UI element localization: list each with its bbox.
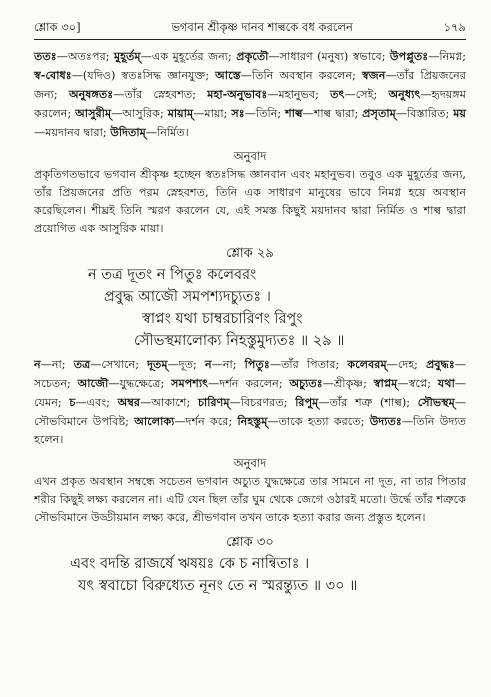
sanskrit-word: মায়াম্	[167, 106, 194, 120]
sanskrit-word: উপপ্লুতঃ	[389, 49, 429, 63]
word-meaning: —দেহ;	[386, 358, 427, 371]
word-meaning: —তাঁর পিতার;	[269, 358, 348, 371]
word-meaning: —যেমন;	[34, 377, 466, 409]
translation-heading: অনুবাদ	[233, 456, 267, 470]
word-meaning: —ময়দানব দ্বারা;	[34, 126, 111, 139]
verse-line: স্বাপ্নং যথা চাম্বরচারিণং রিপুং	[142, 311, 303, 327]
word-meaning: —তাঁর স্নেহবশত;	[113, 88, 208, 101]
translation-paragraph: এখন প্রকৃত অবস্থান সম্বন্ধে সচেতন ভগবান অচ্যুত যুদ্ধক্ষেত্রে তার সামনে না দূত, না তার পিতার শরীর কিছুই লক্ষ্য করলেন না। এটি যেন ছিল তাঁর ঘুম থেকে জেগে ওঠারই মতো। উর্দ্ধে তাঁর শত্রুকে সৌভবিমানে উড্ডীয়মান লক্ষ্য করে, শ্রীভগবান তখন তাকে হত্যা করার জন্য প্রস্তুত হলেন।	[34, 475, 466, 524]
verse-line: এবং বদন্তি রাজর্ষে ঋষয়ঃ কে চ নান্বিতাঃ ।	[70, 556, 310, 572]
verse-line: সৌভস্থমালোক্য নিহস্তুমুদ্যতঃ ॥ ২৯ ॥	[134, 333, 345, 349]
sanskrit-word: প্রকৃতৌ	[236, 49, 269, 63]
word-meaning: —তিনি;	[244, 107, 286, 120]
word-meaning: —আসুরিক;	[111, 107, 168, 120]
sanskrit-word: শাল্ব	[285, 106, 303, 120]
sanskrit-word: আসুরীম্	[75, 106, 112, 120]
sanskrit-verse	[34, 553, 466, 597]
book-page	[34, 18, 466, 600]
word-meaning: —মহানুভব;	[267, 88, 331, 101]
word-meaning: —সচেতন;	[34, 358, 466, 390]
word-meaning: —দর্শন করলেন;	[208, 377, 290, 390]
word-meaning: —সৌভবিমানে উপবিষ্ট;	[34, 396, 467, 428]
sanskrit-word: মহা-অনুভাবঃ	[207, 87, 268, 101]
word-meaning: —মায়া;	[193, 107, 232, 120]
word-meaning: —অতঃপর;	[56, 50, 114, 63]
header-chapter-title: ভগবান শ্রীকৃষ্ণ দানব শাল্বকে বধ করলেন	[171, 20, 353, 34]
sanskrit-word: স্বাপ্নম্	[373, 376, 398, 390]
translation-paragraph: প্রকৃতিগতভাবে ভগবান শ্রীকৃষ্ণ হচ্ছেন স্বতঃসিদ্ধ জ্ঞানবান এবং মহানুভব। তবুও এক মুহূর্তের জন্য, তাঁর প্রিয়জনের প্রতি পরম স্নেহবশত, তিনি এক সাধারণ মানুষের ভাবে নিমগ্ন হয়ে অবস্থান করেছিলেন। শীঘ্রই তিনি স্মরণ করলেন যে, এই সমস্ত কিছুই ময়দানব দ্বারা নির্মিত ও শাল্ব দ্বারা প্রয়োগিত এক আসুরিক মায়া।	[34, 168, 466, 235]
word-meaning: —স্বপ্নে;	[397, 377, 438, 390]
word-meaning: —তাঁর প্রিয়জনের জন্য;	[34, 69, 466, 101]
sanskrit-word: স্বজন	[361, 68, 386, 82]
word-meaning: —সেখানে;	[90, 358, 148, 371]
sanskrit-word: প্রসৃতাম্	[362, 106, 396, 120]
word-meaning: —তিনি অবস্থান করলেন;	[240, 69, 362, 82]
translation-heading: অনুবাদ	[233, 149, 267, 163]
sanskrit-word: রিপুম্	[295, 395, 319, 409]
verse-line: প্রবুদ্ধ আজৌ সমপশ্যদচ্যুতঃ ।	[104, 289, 271, 305]
sanskrit-word: ন	[204, 357, 212, 371]
sanskrit-word: কলেবরম্	[347, 357, 387, 371]
word-meaning: —এক মুহূর্তের জন্য;	[140, 50, 237, 63]
synonyms-verse-28	[34, 47, 466, 142]
verse-line: যৎ স্ববাচো বিরুধ্যেত নূনং তে ন স্মরন্ত্যুত ॥ ৩০ ॥	[78, 578, 358, 594]
word-meaning: —তিনি উদ্যত হলেন।	[34, 415, 467, 446]
word-meaning: —শাল্ব দ্বারা;	[302, 107, 363, 120]
sanskrit-word: তৎ	[330, 87, 345, 101]
verse-line: ন তত্র দূতং ন পিতুঃ কলেবরং	[88, 267, 257, 283]
verse-heading: শ্লোক ৩০	[226, 535, 274, 550]
header-verse-ref: শ্লোক ৩০]	[34, 20, 81, 34]
word-meaning: —বিচরণরত;	[229, 396, 296, 409]
page-number: ১৭৯	[443, 20, 466, 34]
running-header	[34, 18, 466, 40]
sanskrit-word: ন	[34, 357, 41, 371]
word-meaning: —না;	[211, 358, 245, 371]
sanskrit-verse	[34, 264, 466, 352]
sanskrit-word: পিতুঃ	[244, 357, 270, 371]
word-meaning: —নির্মিত।	[145, 126, 189, 139]
sanskrit-word: চারিণম্	[197, 395, 230, 409]
sanskrit-word: দূতম্	[147, 357, 168, 371]
sanskrit-word: স্ব-বোধঃ	[34, 68, 72, 82]
word-meaning: —শ্রীকৃষ্ণ;	[322, 377, 374, 390]
word-meaning: —সাধারণ (মনুষ্য) স্বভাবে;	[268, 50, 390, 63]
word-meaning: —হৃদয়ঙ্গম করলেন;	[34, 88, 466, 120]
sanskrit-word: সৌভস্থম্	[417, 395, 455, 409]
verse-heading: শ্লোক ২৯	[226, 246, 274, 261]
sanskrit-word: নিহস্তুম্	[237, 414, 268, 428]
sanskrit-word: প্রবুদ্ধঃ	[426, 357, 455, 371]
word-meaning: —দর্শন করে;	[174, 415, 238, 428]
word-meaning: —না;	[40, 358, 74, 371]
sanskrit-word: উদিতাম্	[110, 125, 146, 139]
word-meaning: —তাকে হত্যা করতে;	[267, 415, 370, 428]
sanskrit-word: আস্তে	[215, 68, 241, 82]
synonyms-verse-29	[34, 355, 466, 449]
sanskrit-word: অম্বর	[117, 395, 141, 409]
sanskrit-word: উদ্যতঃ	[369, 414, 402, 428]
word-meaning: —সেই;	[344, 88, 389, 101]
sanskrit-word: আজৌ	[77, 376, 109, 390]
sanskrit-word: তত্র	[73, 357, 91, 371]
sanskrit-word: অনুধ্যৎ	[388, 87, 421, 101]
sanskrit-word: যথা	[437, 376, 455, 390]
word-meaning: —দূত;	[167, 358, 205, 371]
sanskrit-word: মুহূর্তম্	[113, 49, 141, 63]
word-meaning: —তাঁর শত্রু (শাল্ব);	[318, 396, 418, 409]
word-meaning: —বিস্তারিত;	[395, 107, 454, 120]
sanskrit-word: সমপশ্যৎ	[171, 376, 209, 390]
sanskrit-word: অচ্যুতঃ	[289, 376, 323, 390]
sanskrit-word: সঃ	[231, 106, 245, 120]
word-meaning: —নিমগ্ন;	[428, 50, 467, 63]
sanskrit-word: চ	[69, 395, 76, 409]
sanskrit-word: আলোক্য	[134, 414, 175, 428]
sanskrit-word: অনুষঙ্গতঃ	[68, 87, 114, 101]
sanskrit-word: ততঃ	[34, 49, 57, 63]
sanskrit-word: ময়	[453, 106, 466, 120]
word-meaning: —(যদিও) স্বতঃসিদ্ধ জ্ঞানযুক্ত;	[71, 69, 216, 82]
word-meaning: —যুদ্ধক্ষেত্রে;	[108, 377, 172, 390]
word-meaning: —এবং;	[75, 396, 118, 409]
word-meaning: —আকাশে;	[140, 396, 198, 409]
